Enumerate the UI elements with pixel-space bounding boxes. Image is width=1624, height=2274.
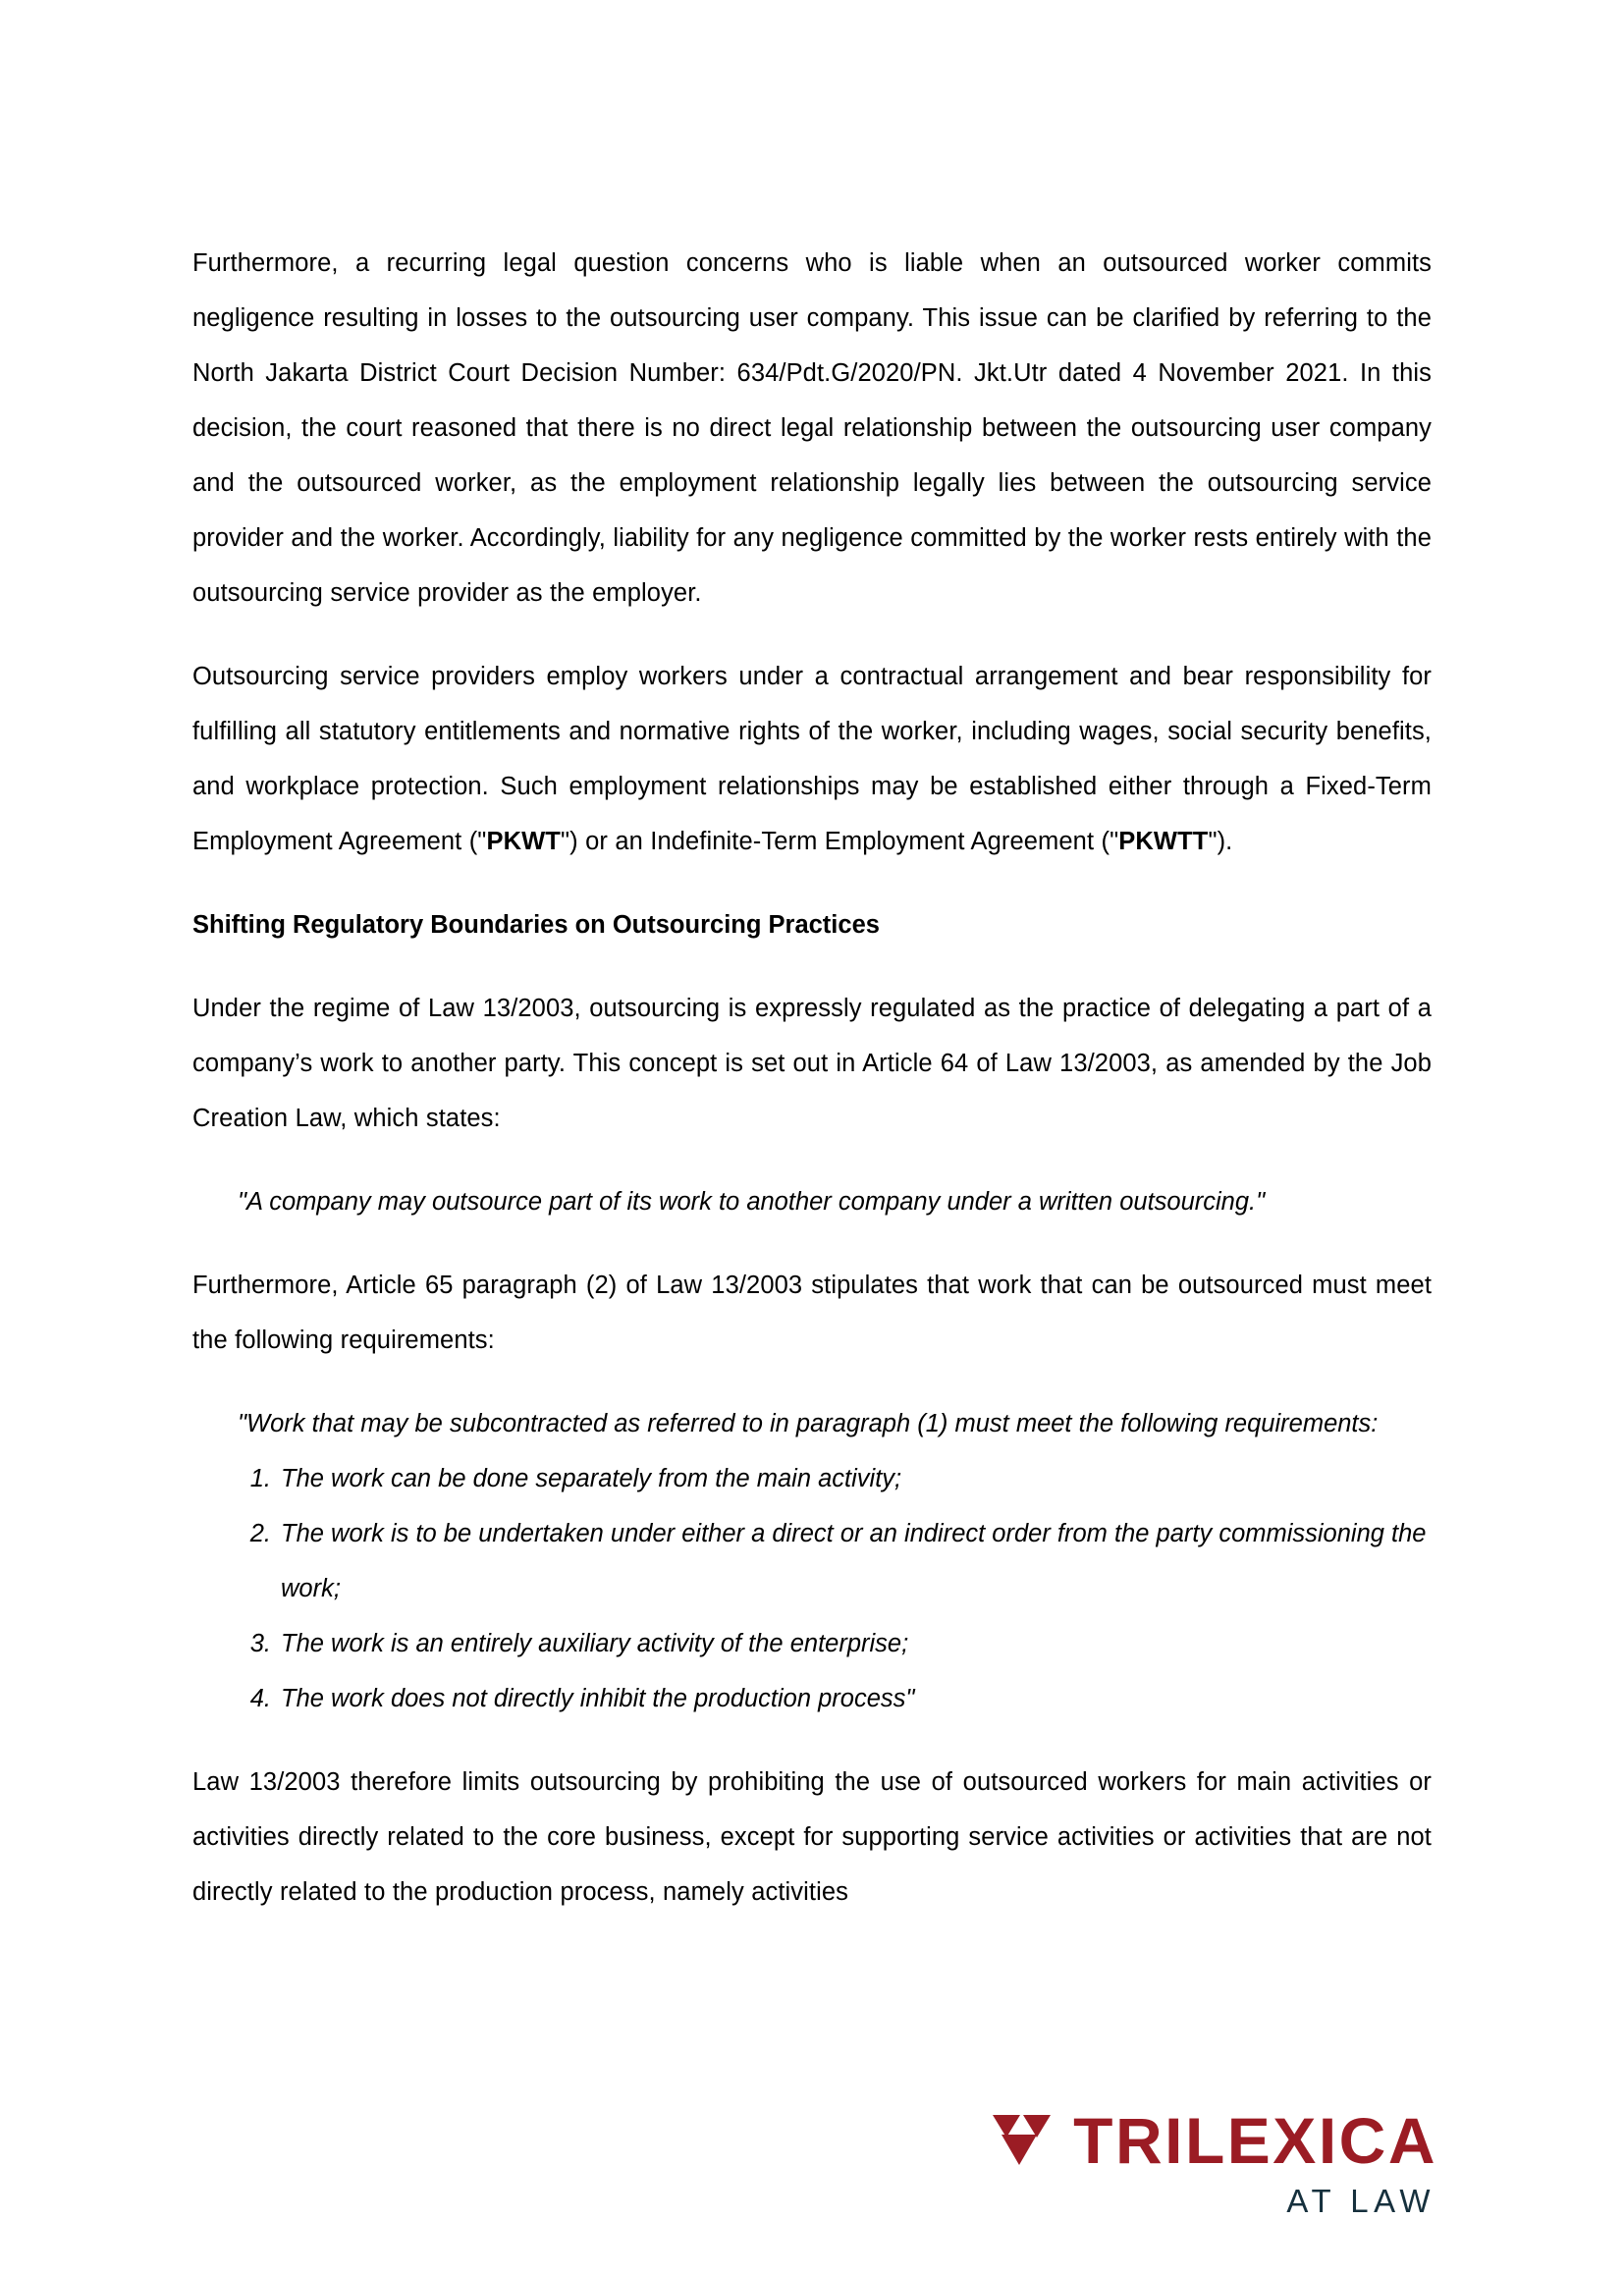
paragraph-limits-outsourcing: Law 13/2003 therefore limits outsourcing by prohibiting the use of outsourced workers for main activities or activities directly related to the core business, except for supporting service activities or activities that are not directly related to the production process, namely activities	[192, 1768, 1432, 1906]
paragraph-law-13-2003-regime: Under the regime of Law 13/2003, outsourcing is expressly regulated as the practice of delegating a part of a company’s work to another party. This concept is set out in Article 64 of Law 13/2003, as amended by the Job Creation Law, which states:	[192, 995, 1432, 1132]
paragraph-article-65: Furthermore, Article 65 paragraph (2) of Law 13/2003 stipulates that work that can be outsourced must meet the following requirements:	[192, 1272, 1432, 1354]
list-item-number: 1.	[249, 1465, 271, 1492]
paragraph-service-providers	[192, 649, 1432, 869]
list-item-number: 2.	[249, 1520, 271, 1547]
quote-article-64: "A company may outsource part of its work to another company under a written outsourcing."	[238, 1188, 1266, 1216]
paragraph-service-providers-part2: ") or an Indefinite-Term Employment Agreement ("	[560, 828, 1119, 855]
list-item-number: 4.	[249, 1685, 271, 1712]
paragraph-service-providers-part3: ").	[1208, 828, 1233, 855]
list-item	[238, 1506, 1432, 1616]
list-item-text: The work is an entirely auxiliary activity of the enterprise;	[281, 1630, 909, 1657]
section-heading: Shifting Regulatory Boundaries on Outsourcing Practices	[192, 911, 880, 939]
paragraph-liability: Furthermore, a recurring legal question concerns who is liable when an outsourced worker commits negligence resulting in losses to the outsourcing user company. This issue can be clarified by referring to the North Jakarta District Court Decision Number: 634/Pdt.G/2020/PN. Jkt.Utr dated 4 November 2021. In this decision, the court reasoned that there is no direct legal relationship between the outsourcing user company and the outsourced worker, as the employment relationship legally lies between the outsourcing service provider and the worker. Accordingly, liability for any negligence committed by the worker rests entirely with the outsourcing service provider as the employer.	[192, 249, 1432, 607]
triangle-bottom-center	[1001, 2135, 1037, 2165]
quote-article-65-lead: "Work that may be subcontracted as referred to in paragraph (1) must meet the following requirements:	[238, 1410, 1379, 1437]
list-item-text: The work can be done separately from the main activity;	[281, 1465, 902, 1492]
quote-article-65-requirements	[192, 1451, 1432, 1726]
list-item	[238, 1451, 1432, 1506]
trilexica-triangles-icon	[993, 2113, 1056, 2168]
list-item	[238, 1616, 1432, 1671]
logo-wordmark: TRILEXICA	[1073, 2104, 1437, 2177]
trilexica-logo	[993, 2104, 1437, 2219]
list-item	[238, 1671, 1432, 1726]
list-item-text: The work is to be undertaken under either a direct or an indirect order from the party commissioning the work;	[281, 1520, 1427, 1602]
term-pkwtt: PKWTT	[1118, 828, 1209, 855]
logo-tagline: AT LAW	[1286, 2183, 1435, 2219]
logo-primary-row	[993, 2104, 1437, 2177]
list-item-text: The work does not directly inhibit the production process"	[281, 1685, 915, 1712]
list-item-number: 3.	[249, 1630, 271, 1657]
term-pkwt: PKWT	[486, 828, 561, 855]
paragraph-service-providers-part1: Outsourcing service providers employ workers under a contractual arrangement and bear responsibility for fulfilling all statutory entitlements and normative rights of the worker, including wages, social security benefits, and workplace protection. Such employment relationships may be established either through a Fixed-Term Employment Agreement ("	[192, 663, 1432, 855]
document-body	[192, 236, 1432, 1920]
